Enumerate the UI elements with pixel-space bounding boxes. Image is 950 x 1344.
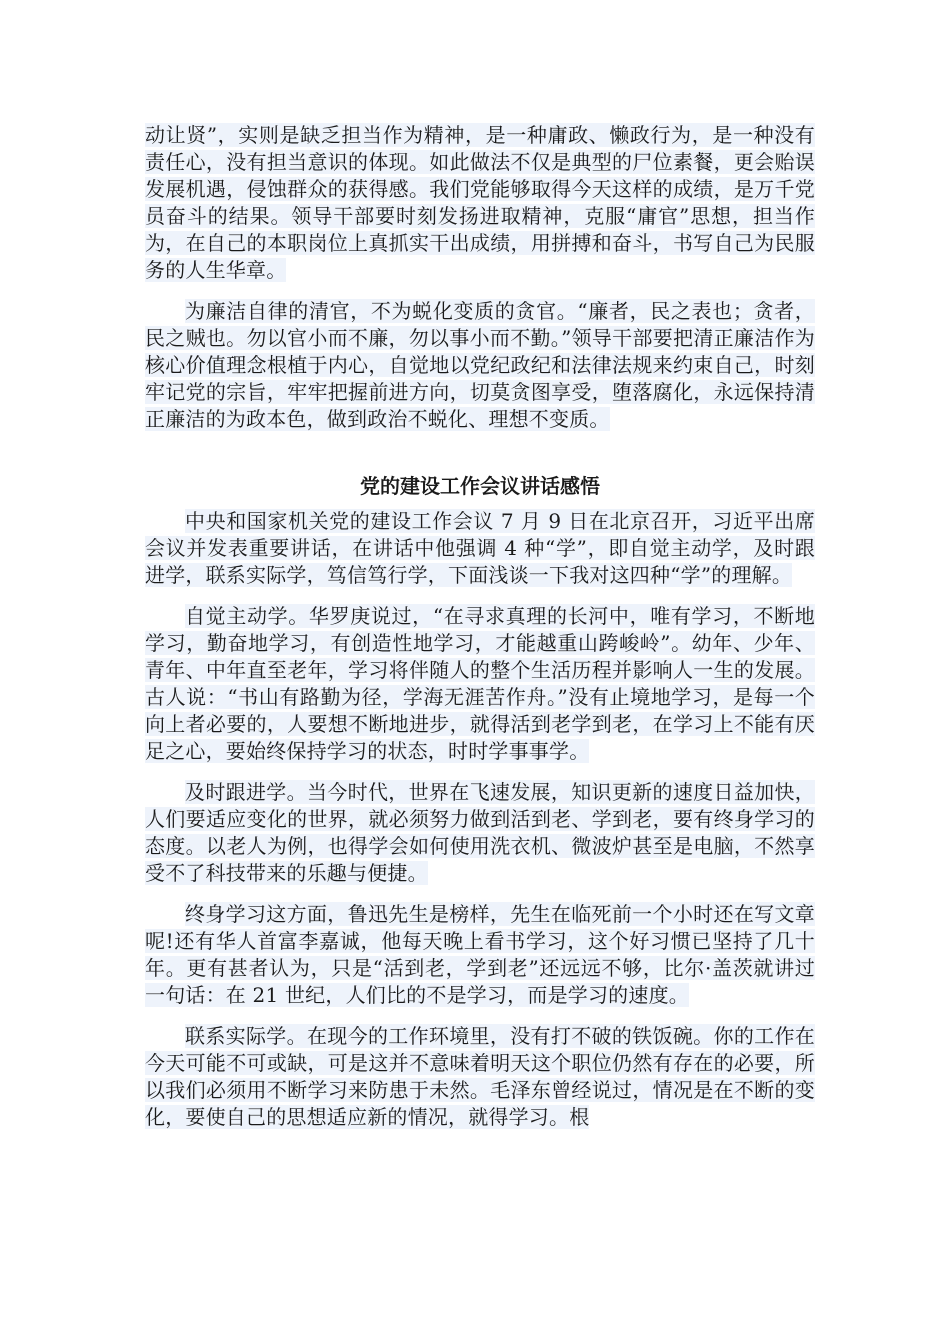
paragraph-intro (145, 508, 815, 589)
paragraph-practical-learning (145, 1023, 815, 1131)
paragraph-text: 中央和国家机关党的建设工作会议 7 月 9 日在北京召开，习近平出席会议并发表重要讲话，在讲话中他强调 4 种“学”，即自觉主动学，及时跟进学，联系实际学，笃信笃行学，下面浅谈一下我对这四种“学”的理解。 (145, 509, 815, 587)
paragraph-text: 及时跟进学。当今时代，世界在飞速发展，知识更新的速度日益加快，人们要适应变化的世界，就必须努力做到活到老、学到老，要有终身学习的态度。以老人为例，也得学会如何使用洗衣机、微波炉甚至是电脑，不然享受不了科技带来的乐趣与便捷。 (145, 780, 815, 885)
paragraph-text: 为廉洁自律的清官，不为蜕化变质的贪官。“廉者，民之表也；贪者，民之贼也。勿以官小而不廉，勿以事小而不勤。”领导干部要把清正廉洁作为核心价值理念根植于内心，自觉地以党纪政纪和法律法规来约束自己，时刻牢记党的宗旨，牢牢把握前进方向，切莫贪图享受，堕落腐化，永远保持清正廉洁的为政本色，做到政治不蜕化、理想不变质。 (145, 299, 815, 431)
paragraph-text: 动让贤”，实则是缺乏担当作为精神，是一种庸政、懒政行为，是一种没有责任心，没有担当意识的体现。如此做法不仅是典型的尸位素餐，更会贻误发展机遇，侵蚀群众的获得感。我们党能够取得今天这样的成绩，是万千党员奋斗的结果。领导干部要时刻发扬进取精神，克服“庸官”思想，担当作为，在自己的本职岗位上真抓实干出成绩，用拼搏和奋斗，书写自己为民服务的人生华章。 (145, 123, 815, 282)
section-title: 党的建设工作会议讲话感悟 (360, 474, 600, 498)
paragraph-continuation (145, 122, 815, 284)
paragraph-text: 终身学习这方面，鲁迅先生是榜样，先生在临死前一个小时还在写文章呢!还有华人首富李嘉诚，他每天晚上看书学习，这个好习惯已坚持了几十年。更有甚者认为，只是“活到老，学到老”还远远不够，比尔·盖茨就讲过一句话：在 21 世纪，人们比的不是学习，而是学习的速度。 (145, 902, 815, 1007)
paragraph-timely-learning (145, 779, 815, 887)
paragraph-integrity (145, 298, 815, 433)
paragraph-text: 联系实际学。在现今的工作环境里，没有打不破的铁饭碗。你的工作在今天可能不可或缺，可是这并不意味着明天这个职位仍然有存在的必要，所以我们必须用不断学习来防患于未然。毛泽东曾经说过，情况是在不断的变化，要使自己的思想适应新的情况，就得学习。根 (145, 1024, 815, 1129)
paragraph-text: 自觉主动学。华罗庚说过，“在寻求真理的长河中，唯有学习，不断地学习，勤奋地学习，有创造性地学习，才能越重山跨峻岭”。幼年、少年、青年、中年直至老年，学习将伴随人的整个生活历程并影响人一生的发展。古人说：“书山有路勤为径，学海无涯苦作舟。”没有止境地学习，是每一个向上者必要的，人要想不断地进步，就得活到老学到老，在学习上不能有厌足之心，要始终保持学习的状态，时时学事事学。 (145, 604, 815, 763)
document-page (145, 122, 815, 1145)
paragraph-self-motivated-learning (145, 603, 815, 765)
paragraph-lifelong-learning (145, 901, 815, 1009)
